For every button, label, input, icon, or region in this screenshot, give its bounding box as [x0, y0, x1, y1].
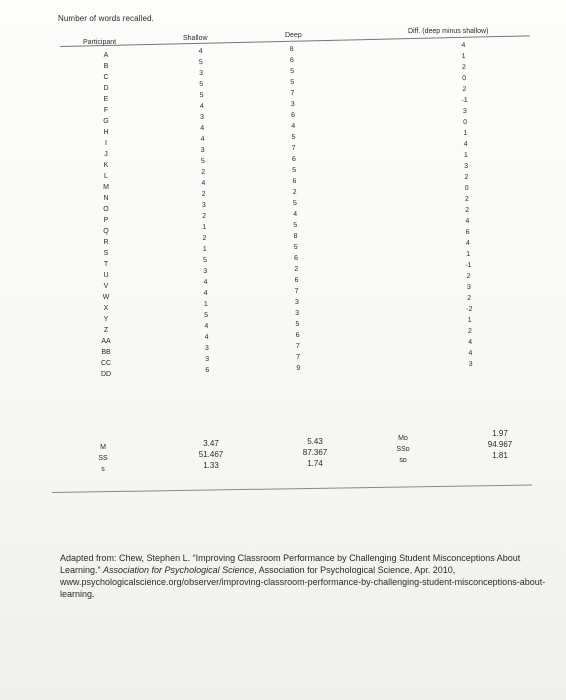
deep-cell: 6: [292, 177, 297, 186]
shallow-cell: 4: [199, 102, 204, 111]
participant-cell: Q: [103, 228, 109, 235]
participant-cell: V: [103, 283, 109, 290]
deep-cell: 5: [293, 221, 298, 230]
participant-cell: Y: [103, 316, 109, 323]
shallow-cell: 5: [198, 58, 203, 67]
diff-cell: 2: [467, 327, 472, 336]
shallow-cell: 3: [203, 267, 208, 276]
participant-cell: F: [103, 107, 109, 114]
participant-cell: CC: [100, 360, 112, 367]
shallow-cell: 2: [201, 168, 206, 177]
diff-cell: 6: [465, 228, 470, 237]
header-participant: Participant: [83, 39, 117, 46]
diff-cell: 2: [464, 195, 469, 204]
participant-cell: P: [103, 217, 109, 224]
header-diff: Diff. (deep minus shallow): [408, 28, 489, 35]
deep-cell: 5: [291, 133, 296, 142]
diff-cell: 1: [461, 52, 466, 61]
deep-cell: 2: [292, 188, 297, 197]
diff-cell: 2: [464, 173, 469, 182]
deep-cell: 5: [292, 199, 297, 208]
deep-cell: 3: [294, 298, 299, 307]
deep-mean: 5.43: [307, 437, 323, 446]
diff-label-mean: Mᴅ: [398, 435, 408, 442]
shallow-cell: 5: [199, 80, 204, 89]
stat-label-mean: M: [100, 444, 106, 451]
diff-stats: [474, 428, 526, 461]
bottom-rule: [52, 484, 532, 493]
deep-cell: 6: [295, 331, 300, 340]
deep-cell: 8: [289, 45, 294, 54]
header-deep: Deep: [285, 32, 302, 39]
diff-cell: 1: [467, 316, 472, 325]
deep-cell: 7: [295, 342, 300, 351]
deep-cell: 4: [291, 122, 296, 131]
diff-cell: 2: [466, 272, 471, 281]
stat-label-s: s: [101, 466, 105, 473]
shallow-ss: 51.467: [198, 450, 224, 459]
shallow-cell: 4: [203, 278, 208, 287]
participant-cell: N: [103, 195, 109, 202]
deep-cell: 5: [290, 78, 295, 87]
participant-cell: U: [103, 272, 109, 279]
shallow-cell: 3: [201, 201, 206, 210]
shallow-cell: 2: [201, 190, 206, 199]
diff-cell: 3: [464, 162, 469, 171]
deep-cell: 6: [294, 254, 299, 263]
table-title: Number of words recalled.: [58, 14, 154, 23]
shallow-column: [187, 46, 222, 377]
shallow-cell: 3: [200, 113, 205, 122]
caption-prefix: Adapted from: Chew, Stephen L. “Improving Classroom Performance by Challenging Student Misconceptions About Learning.”: [60, 553, 521, 575]
participant-cell: M: [103, 184, 109, 191]
diff-cell: 1: [463, 151, 468, 160]
participant-cell: K: [103, 162, 109, 169]
deep-cell: 7: [290, 89, 295, 98]
caption-suffix: , Association for Psychological Science, Apr. 2010, www.psychologicalscience.org/observer/improving-classroom-performance-by-challenging-student-misconceptions-about-learning.: [60, 565, 546, 599]
diff-cell: 2: [462, 85, 467, 94]
deep-cell: 7: [291, 144, 296, 153]
diff-stat-labels: [386, 433, 420, 466]
deep-cell: 2: [294, 265, 299, 274]
deep-cell: 5: [290, 67, 295, 76]
deep-cell: 5: [293, 243, 298, 252]
stat-label-ss: SS: [98, 455, 108, 462]
diff-cell: 0: [464, 184, 469, 193]
diff-label-ss: SSᴅ: [396, 446, 410, 453]
shallow-cell: 1: [202, 245, 207, 254]
diff-cell: 4: [468, 338, 473, 347]
deep-cell: 3: [295, 309, 300, 318]
diff-cell: 3: [466, 283, 471, 292]
participant-cell: X: [103, 305, 109, 312]
shallow-cell: 3: [200, 146, 205, 155]
shallow-cell: 1: [202, 223, 207, 232]
source-caption: [60, 552, 560, 600]
shallow-mean: 3.47: [203, 439, 219, 448]
diff-label-s: sᴅ: [399, 457, 407, 464]
shallow-cell: 3: [204, 344, 209, 353]
participant-cell: S: [103, 250, 109, 257]
deep-cell: 3: [290, 100, 295, 109]
diff-s: 1.81: [492, 451, 508, 460]
shallow-cell: 4: [204, 333, 209, 342]
participant-cell: J: [104, 151, 108, 158]
participant-cell: B: [103, 63, 109, 70]
diff-cell: 4: [465, 239, 470, 248]
shallow-cell: 1: [203, 300, 208, 309]
participant-cell: H: [103, 129, 109, 136]
shallow-cell: 3: [199, 69, 204, 78]
deep-s: 1.74: [307, 459, 323, 468]
diff-cell: -1: [465, 261, 472, 270]
diff-cell: 1: [466, 250, 471, 259]
diff-cell: -1: [461, 96, 468, 105]
deep-cell: 5: [292, 166, 297, 175]
participant-column: [84, 50, 128, 380]
diff-cell: 4: [461, 41, 466, 50]
diff-cell: 4: [468, 349, 473, 358]
deep-column: [278, 44, 313, 375]
diff-cell: -2: [466, 305, 473, 314]
diff-column: [448, 40, 485, 371]
deep-cell: 7: [294, 287, 299, 296]
diff-cell: 2: [467, 294, 472, 303]
shallow-s: 1.33: [203, 461, 219, 470]
participant-cell: DD: [100, 371, 112, 378]
diff-cell: 0: [463, 118, 468, 127]
shallow-cell: 3: [205, 355, 210, 364]
caption-journal: Association for Psychological Science: [103, 565, 255, 575]
shallow-cell: 4: [203, 289, 208, 298]
diff-cell: 3: [462, 107, 467, 116]
participant-cell: E: [103, 96, 109, 103]
participant-cell: AA: [101, 338, 111, 345]
shallow-cell: 4: [198, 47, 203, 56]
diff-cell: 4: [465, 217, 470, 226]
deep-cell: 9: [296, 364, 301, 373]
shallow-cell: 2: [202, 212, 207, 221]
deep-ss: 87.367: [302, 448, 328, 457]
participant-cell: G: [103, 118, 109, 125]
participant-cell: R: [103, 239, 109, 246]
shallow-cell: 5: [203, 256, 208, 265]
participant-cell: Z: [103, 327, 109, 334]
deep-cell: 6: [289, 56, 294, 65]
diff-cell: 2: [461, 63, 466, 72]
diff-cell: 3: [468, 360, 473, 369]
participant-cell: O: [103, 206, 109, 213]
diff-cell: 0: [462, 74, 467, 83]
shallow-cell: 4: [201, 179, 206, 188]
shallow-cell: 2: [202, 234, 207, 243]
deep-cell: 4: [293, 210, 298, 219]
header-shallow: Shallow: [183, 35, 208, 42]
shallow-cell: 4: [200, 135, 205, 144]
deep-cell: 6: [291, 155, 296, 164]
participant-cell: L: [104, 173, 108, 180]
shallow-cell: 5: [200, 157, 205, 166]
shallow-cell: 6: [205, 366, 210, 375]
shallow-cell: 4: [200, 124, 205, 133]
diff-mean: 1.97: [492, 429, 508, 438]
deep-stats: [292, 436, 338, 469]
shallow-cell: 5: [204, 311, 209, 320]
shallow-stats: [188, 438, 234, 471]
participant-cell: BB: [101, 349, 111, 356]
shallow-cell: 5: [199, 91, 204, 100]
diff-cell: 4: [463, 140, 468, 149]
deep-cell: 6: [291, 111, 296, 120]
deep-cell: 6: [294, 276, 299, 285]
diff-cell: 2: [465, 206, 470, 215]
stats-labels: [88, 442, 118, 475]
deep-cell: 7: [296, 353, 301, 362]
participant-cell: I: [105, 140, 107, 147]
participant-cell: T: [103, 261, 109, 268]
deep-cell: 5: [295, 320, 300, 329]
participant-cell: A: [103, 52, 109, 59]
diff-ss: 94.967: [487, 440, 513, 449]
deep-cell: 8: [293, 232, 298, 241]
shallow-cell: 4: [204, 322, 209, 331]
diff-cell: 1: [463, 129, 468, 138]
participant-cell: W: [102, 294, 110, 301]
participant-cell: C: [103, 74, 109, 81]
participant-cell: D: [103, 85, 109, 92]
